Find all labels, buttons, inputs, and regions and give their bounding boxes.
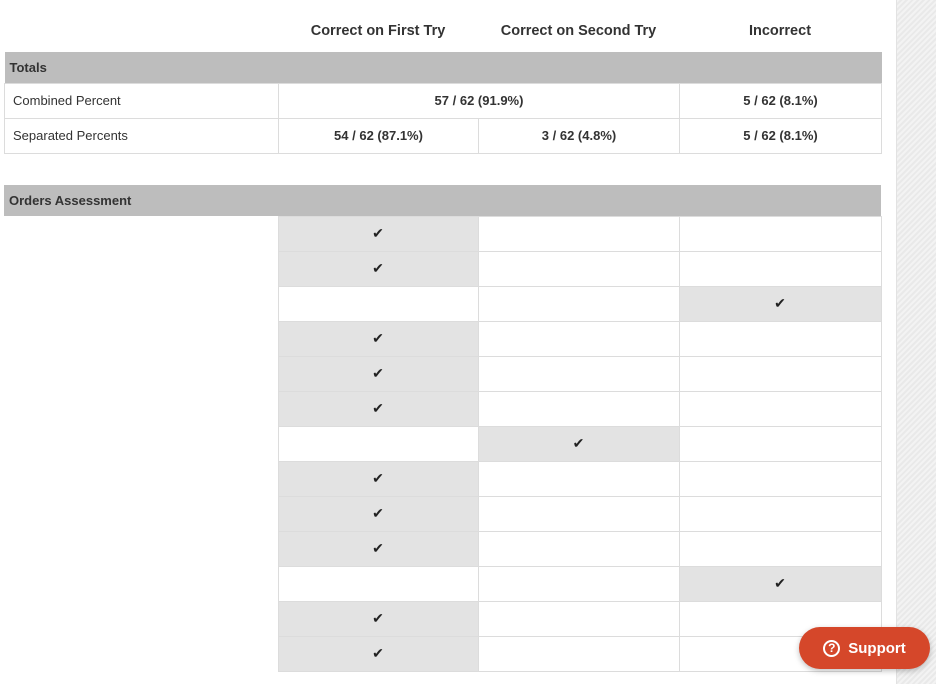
assessment-cell-incorrect xyxy=(679,566,881,601)
assessment-cell-incorrect xyxy=(679,531,881,566)
assessment-cell-first xyxy=(278,531,478,566)
assessment-cell-second xyxy=(478,531,679,566)
checkmark-icon: ✔ xyxy=(572,435,585,451)
assessment-row-label xyxy=(4,461,278,496)
assessment-cell-second xyxy=(478,496,679,531)
assessment-row-label xyxy=(4,251,278,286)
checkmark-icon: ✔ xyxy=(372,400,384,416)
orders-title: Orders Assessment xyxy=(4,185,881,216)
assessment-cell-first xyxy=(278,426,478,461)
separated-percents-label: Separated Percents xyxy=(5,118,279,153)
checkmark-icon: ✔ xyxy=(372,365,384,381)
assessment-cell-second xyxy=(478,216,679,251)
assessment-row-label xyxy=(4,356,278,391)
assessment-cell-incorrect xyxy=(679,286,881,321)
assessment-cell-first xyxy=(278,461,478,496)
assessment-cell-first xyxy=(278,321,478,356)
assessment-cell-second xyxy=(478,321,679,356)
assessment-row-label xyxy=(4,636,278,671)
assessment-cell-first xyxy=(278,356,478,391)
checkmark-icon: ✔ xyxy=(372,645,384,661)
checkmark-icon: ✔ xyxy=(774,295,786,311)
assessment-row-label xyxy=(4,426,278,461)
assessment-row xyxy=(4,426,881,461)
separated-incorrect-value: 5 / 62 (8.1%) xyxy=(680,118,882,153)
assessment-row xyxy=(4,321,881,356)
support-button[interactable] xyxy=(799,627,930,669)
checkmark-icon: ✔ xyxy=(372,540,384,556)
assessment-cell-incorrect xyxy=(679,391,881,426)
assessment-row xyxy=(4,251,881,286)
combined-incorrect-value: 5 / 62 (8.1%) xyxy=(680,83,882,118)
assessment-cell-incorrect xyxy=(679,496,881,531)
assessment-cell-first xyxy=(278,636,478,671)
orders-assessment-table xyxy=(4,185,882,672)
combined-percent-label: Combined Percent xyxy=(5,83,279,118)
separated-second-value: 3 / 62 (4.8%) xyxy=(479,118,680,153)
assessment-row-label xyxy=(4,391,278,426)
assessment-cell-first xyxy=(278,496,478,531)
assessment-cell-second xyxy=(478,566,679,601)
combined-percent-row xyxy=(5,83,882,118)
column-headers xyxy=(0,0,882,52)
totals-table xyxy=(4,52,882,154)
assessment-cell-second xyxy=(478,601,679,636)
assessment-cell-second xyxy=(478,286,679,321)
assessment-row xyxy=(4,356,881,391)
assessment-cell-second xyxy=(478,461,679,496)
header-first-try: Correct on First Try xyxy=(310,23,446,39)
assessment-cell-first xyxy=(278,286,478,321)
totals-header-row xyxy=(5,52,882,83)
combined-correct-value: 57 / 62 (91.9%) xyxy=(279,83,680,118)
header-incorrect: Incorrect xyxy=(748,23,812,39)
checkmark-icon: ✔ xyxy=(372,225,384,241)
right-scroll-rail xyxy=(896,0,936,684)
assessment-row-label xyxy=(4,496,278,531)
assessment-row-label xyxy=(4,286,278,321)
assessment-cell-second xyxy=(478,356,679,391)
assessment-cell-second xyxy=(478,636,679,671)
header-second-try: Correct on Second Try xyxy=(500,23,657,39)
assessment-cell-first xyxy=(278,601,478,636)
separated-percents-row xyxy=(5,118,882,153)
assessment-row-label xyxy=(4,321,278,356)
checkmark-icon: ✔ xyxy=(774,575,786,591)
assessment-cell-second xyxy=(478,426,679,461)
assessment-cell-first xyxy=(278,251,478,286)
support-label: Support xyxy=(848,639,906,657)
assessment-cell-incorrect xyxy=(679,321,881,356)
assessment-row-label xyxy=(4,566,278,601)
totals-title: Totals xyxy=(5,52,882,83)
checkmark-icon: ✔ xyxy=(372,470,384,486)
assessment-row xyxy=(4,286,881,321)
assessment-cell-incorrect xyxy=(679,251,881,286)
assessment-cell-second xyxy=(478,251,679,286)
assessment-row xyxy=(4,496,881,531)
assessment-cell-incorrect xyxy=(679,356,881,391)
question-circle-icon: ? xyxy=(823,640,840,657)
assessment-row xyxy=(4,566,881,601)
checkmark-icon: ✔ xyxy=(372,330,384,346)
assessment-cell-incorrect xyxy=(679,216,881,251)
assessment-row xyxy=(4,216,881,251)
assessment-row-label xyxy=(4,601,278,636)
orders-assessment-body xyxy=(4,185,881,671)
assessment-cell-second xyxy=(478,391,679,426)
checkmark-icon: ✔ xyxy=(372,610,384,626)
assessment-cell-incorrect xyxy=(679,461,881,496)
checkmark-icon: ✔ xyxy=(372,505,384,521)
orders-header-row xyxy=(4,185,881,216)
assessment-cell-first xyxy=(278,391,478,426)
assessment-row xyxy=(4,636,881,671)
assessment-row-label xyxy=(4,216,278,251)
checkmark-icon: ✔ xyxy=(372,260,384,276)
assessment-row xyxy=(4,461,881,496)
assessment-row-label xyxy=(4,531,278,566)
assessment-cell-incorrect xyxy=(679,426,881,461)
assessment-cell-first xyxy=(278,566,478,601)
separated-first-value: 54 / 62 (87.1%) xyxy=(279,118,479,153)
assessment-row xyxy=(4,531,881,566)
assessment-row xyxy=(4,391,881,426)
assessment-row xyxy=(4,601,881,636)
assessment-cell-first xyxy=(278,216,478,251)
